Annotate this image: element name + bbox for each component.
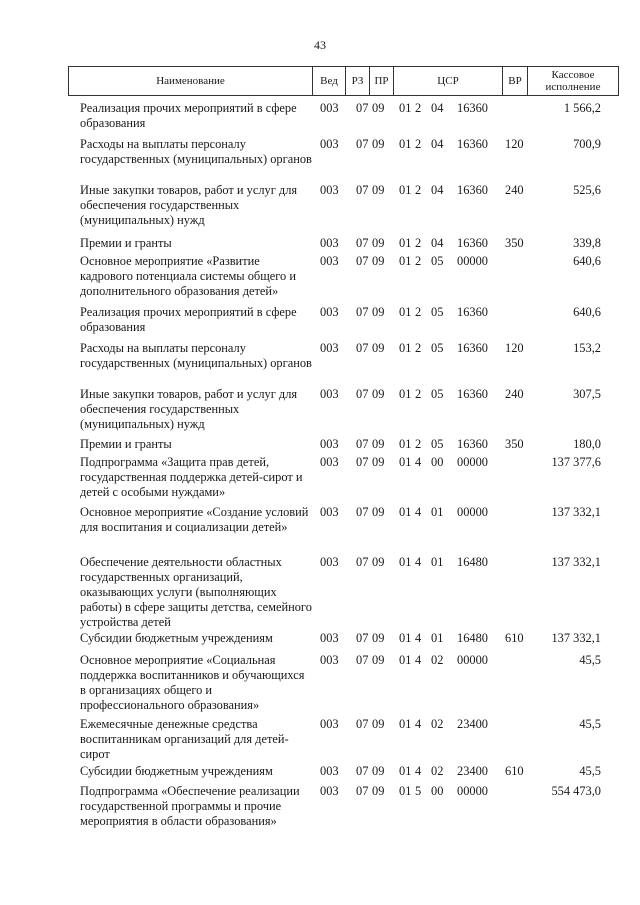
header-name: Наименование	[69, 67, 313, 95]
row-csr-subprogram: 4	[415, 764, 422, 778]
row-csr-direction: 16360	[457, 236, 488, 250]
row-rz: 07	[356, 387, 369, 401]
row-name: Обеспечение деятельности областных государственных организаций, оказывающих услуги (выполняющих работы) в сфере защиты детства, семейного устройства детей	[80, 555, 312, 629]
row-pr: 09	[372, 455, 385, 469]
row-csr-program: 01	[399, 341, 412, 355]
row-ved: 003	[320, 505, 339, 519]
row-vr: 350	[505, 236, 524, 250]
row-rz: 07	[356, 101, 369, 115]
row-name: Реализация прочих мероприятий в сфере образования	[80, 101, 297, 130]
row-ved: 003	[320, 183, 339, 197]
row-csr-direction: 16360	[457, 387, 488, 401]
row-csr-event: 04	[431, 137, 444, 151]
row-sum: 339,8	[573, 236, 601, 250]
row-csr-program: 01	[399, 437, 412, 451]
row-ved: 003	[320, 764, 339, 778]
row-csr-program: 01	[399, 764, 412, 778]
row-csr-direction: 23400	[457, 717, 488, 731]
row-csr-event: 02	[431, 717, 444, 731]
row-pr: 09	[372, 254, 385, 268]
row-csr-subprogram: 2	[415, 137, 422, 151]
row-pr: 09	[372, 717, 385, 731]
row-pr: 09	[372, 137, 385, 151]
row-csr-event: 02	[431, 653, 444, 667]
row-name: Подпрограмма «Обеспечение реализации государственной программы и прочие мероприятия в области образования»	[80, 784, 300, 828]
row-csr-direction: 00000	[457, 505, 488, 519]
row-ved: 003	[320, 101, 339, 115]
row-ved: 003	[320, 305, 339, 319]
row-csr-event: 04	[431, 183, 444, 197]
header-pr: ПР	[370, 67, 394, 95]
row-pr: 09	[372, 653, 385, 667]
row-csr-direction: 16360	[457, 101, 488, 115]
row-csr-direction: 16360	[457, 437, 488, 451]
row-name: Иные закупки товаров, работ и услуг для обеспечения государственных (муниципальных) нужд	[80, 387, 298, 431]
row-csr-event: 01	[431, 555, 444, 569]
row-csr-subprogram: 2	[415, 236, 422, 250]
row-pr: 09	[372, 183, 385, 197]
row-csr-event: 05	[431, 387, 444, 401]
row-csr-program: 01	[399, 784, 412, 798]
row-csr-program: 01	[399, 236, 412, 250]
row-csr-subprogram: 2	[415, 387, 422, 401]
row-name: Премии и гранты	[80, 437, 172, 451]
row-rz: 07	[356, 631, 369, 645]
row-ved: 003	[320, 631, 339, 645]
row-pr: 09	[372, 437, 385, 451]
row-csr-event: 00	[431, 784, 444, 798]
row-ved: 003	[320, 653, 339, 667]
row-csr-program: 01	[399, 653, 412, 667]
row-csr-event: 04	[431, 236, 444, 250]
row-csr-direction: 16360	[457, 341, 488, 355]
row-rz: 07	[356, 236, 369, 250]
row-csr-subprogram: 2	[415, 341, 422, 355]
row-rz: 07	[356, 183, 369, 197]
row-csr-subprogram: 4	[415, 455, 422, 469]
row-sum: 137 332,1	[551, 631, 601, 645]
header-csr: ЦСР	[394, 67, 503, 95]
row-name: Основное мероприятие «Социальная поддержка воспитанников и обучающихся в организациях общего и профессионального образования»	[80, 653, 305, 712]
row-csr-program: 01	[399, 717, 412, 731]
row-name: Основное мероприятие «Развитие кадрового потенциала системы общего и дополнительного образования детей»	[80, 254, 296, 298]
row-sum: 307,5	[573, 387, 601, 401]
row-ved: 003	[320, 717, 339, 731]
row-name: Премии и гранты	[80, 236, 172, 250]
row-pr: 09	[372, 764, 385, 778]
row-rz: 07	[356, 717, 369, 731]
row-name: Субсидии бюджетным учреждениям	[80, 631, 273, 645]
row-csr-program: 01	[399, 137, 412, 151]
row-csr-subprogram: 2	[415, 254, 422, 268]
row-rz: 07	[356, 137, 369, 151]
row-vr: 610	[505, 764, 524, 778]
row-csr-event: 05	[431, 254, 444, 268]
header-vr: ВР	[503, 67, 528, 95]
row-csr-direction: 16480	[457, 555, 488, 569]
row-rz: 07	[356, 455, 369, 469]
row-csr-program: 01	[399, 631, 412, 645]
row-csr-subprogram: 4	[415, 653, 422, 667]
row-vr: 350	[505, 437, 524, 451]
row-csr-direction: 00000	[457, 455, 488, 469]
header-sum: Кассовое исполнение	[545, 69, 601, 93]
row-csr-direction: 23400	[457, 764, 488, 778]
row-ved: 003	[320, 341, 339, 355]
row-csr-direction: 16480	[457, 631, 488, 645]
row-pr: 09	[372, 341, 385, 355]
row-csr-direction: 00000	[457, 254, 488, 268]
row-ved: 003	[320, 455, 339, 469]
row-csr-subprogram: 5	[415, 784, 422, 798]
row-pr: 09	[372, 631, 385, 645]
row-sum: 700,9	[573, 137, 601, 151]
row-pr: 09	[372, 555, 385, 569]
row-sum: 153,2	[573, 341, 601, 355]
row-csr-program: 01	[399, 387, 412, 401]
row-name: Расходы на выплаты персоналу государственных (муниципальных) органов	[80, 341, 312, 370]
row-csr-program: 01	[399, 455, 412, 469]
row-rz: 07	[356, 764, 369, 778]
row-sum: 1 566,2	[563, 101, 601, 115]
row-csr-event: 04	[431, 101, 444, 115]
row-csr-program: 01	[399, 305, 412, 319]
header-ved: Вед	[313, 67, 346, 95]
row-rz: 07	[356, 437, 369, 451]
row-pr: 09	[372, 784, 385, 798]
row-name: Реализация прочих мероприятий в сфере образования	[80, 305, 297, 334]
row-sum: 45,5	[579, 717, 601, 731]
row-ved: 003	[320, 236, 339, 250]
row-csr-event: 00	[431, 455, 444, 469]
row-ved: 003	[320, 387, 339, 401]
row-vr: 610	[505, 631, 524, 645]
row-csr-program: 01	[399, 555, 412, 569]
row-rz: 07	[356, 341, 369, 355]
row-csr-subprogram: 4	[415, 631, 422, 645]
row-csr-direction: 00000	[457, 653, 488, 667]
row-sum: 137 377,6	[551, 455, 601, 469]
row-csr-direction: 16360	[457, 305, 488, 319]
row-sum: 640,6	[573, 305, 601, 319]
row-csr-event: 05	[431, 341, 444, 355]
row-csr-subprogram: 4	[415, 505, 422, 519]
row-ved: 003	[320, 555, 339, 569]
page-number: 43	[314, 38, 326, 52]
row-csr-event: 02	[431, 764, 444, 778]
row-sum: 525,6	[573, 183, 601, 197]
row-pr: 09	[372, 236, 385, 250]
table-header	[68, 66, 619, 96]
row-rz: 07	[356, 305, 369, 319]
row-pr: 09	[372, 305, 385, 319]
row-csr-direction: 00000	[457, 784, 488, 798]
row-pr: 09	[372, 505, 385, 519]
row-pr: 09	[372, 387, 385, 401]
row-vr: 120	[505, 137, 524, 151]
row-csr-subprogram: 2	[415, 183, 422, 197]
row-rz: 07	[356, 254, 369, 268]
row-pr: 09	[372, 101, 385, 115]
row-sum: 137 332,1	[551, 555, 601, 569]
row-sum: 180,0	[573, 437, 601, 451]
row-vr: 240	[505, 183, 524, 197]
row-sum: 640,6	[573, 254, 601, 268]
row-csr-direction: 16360	[457, 137, 488, 151]
row-ved: 003	[320, 254, 339, 268]
row-name: Основное мероприятие «Создание условий для воспитания и социализации детей»	[80, 505, 309, 534]
row-csr-subprogram: 2	[415, 437, 422, 451]
row-ved: 003	[320, 437, 339, 451]
row-name: Ежемесячные денежные средства воспитанникам организаций для детей-сирот	[80, 717, 289, 761]
row-csr-program: 01	[399, 101, 412, 115]
row-csr-program: 01	[399, 254, 412, 268]
row-name: Иные закупки товаров, работ и услуг для обеспечения государственных (муниципальных) нужд	[80, 183, 298, 227]
row-csr-subprogram: 2	[415, 305, 422, 319]
row-vr: 120	[505, 341, 524, 355]
row-vr: 240	[505, 387, 524, 401]
row-csr-subprogram: 4	[415, 717, 422, 731]
row-ved: 003	[320, 784, 339, 798]
row-csr-event: 05	[431, 437, 444, 451]
row-rz: 07	[356, 555, 369, 569]
row-csr-event: 01	[431, 631, 444, 645]
header-rz: РЗ	[346, 67, 370, 95]
row-sum: 554 473,0	[551, 784, 601, 798]
row-csr-program: 01	[399, 505, 412, 519]
row-csr-subprogram: 2	[415, 101, 422, 115]
row-sum: 137 332,1	[551, 505, 601, 519]
row-name: Субсидии бюджетным учреждениям	[80, 764, 273, 778]
row-rz: 07	[356, 505, 369, 519]
row-name: Подпрограмма «Защита прав детей, государственная поддержка детей-сирот и детей с особыми нуждами»	[80, 455, 303, 499]
row-csr-direction: 16360	[457, 183, 488, 197]
row-name: Расходы на выплаты персоналу государственных (муниципальных) органов	[80, 137, 312, 166]
row-sum: 45,5	[579, 764, 601, 778]
row-csr-event: 01	[431, 505, 444, 519]
row-csr-event: 05	[431, 305, 444, 319]
row-rz: 07	[356, 653, 369, 667]
row-sum: 45,5	[579, 653, 601, 667]
row-ved: 003	[320, 137, 339, 151]
row-csr-subprogram: 4	[415, 555, 422, 569]
row-csr-program: 01	[399, 183, 412, 197]
row-rz: 07	[356, 784, 369, 798]
